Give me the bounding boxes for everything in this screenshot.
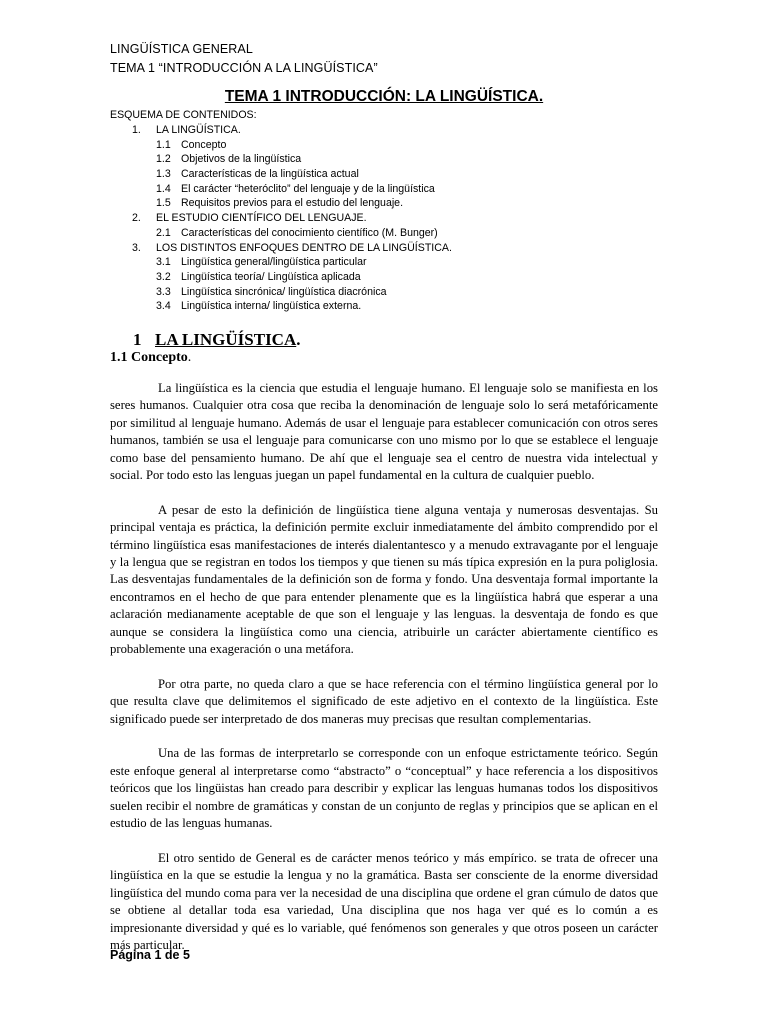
toc-item-text: Requisitos previos para el estudio del lenguaje. <box>181 197 404 210</box>
toc-item-text: LOS DISTINTOS ENFOQUES DENTRO DE LA LINGÜÍSTICA. <box>156 241 452 254</box>
toc-item-text: El carácter “heteróclito” del lenguaje y de la lingüística <box>181 182 435 195</box>
toc-item <box>110 299 670 314</box>
toc-item-number: 2. <box>132 212 141 225</box>
document-title: TEMA 1 INTRODUCCIÓN: LA LINGÜÍSTICA. <box>224 88 544 105</box>
toc-heading: ESQUEMA DE CONTENIDOS: <box>110 109 257 121</box>
toc-item-number: 3.1 <box>156 256 171 269</box>
subsection-title-period: . <box>187 350 192 365</box>
toc-item-number: 3.2 <box>156 270 171 283</box>
toc-item <box>110 167 670 182</box>
toc-item-text: Lingüística interna/ lingüística externa. <box>181 300 362 313</box>
toc-item-text: LA LINGÜÍSTICA. <box>156 124 241 136</box>
toc-item <box>110 182 670 197</box>
toc-item-number: 3.3 <box>156 285 171 298</box>
toc-item-number: 1.1 <box>156 138 171 151</box>
toc-item-number: 1.4 <box>156 182 171 195</box>
toc-item-text: Concepto <box>181 138 227 151</box>
toc-item <box>110 285 670 300</box>
toc-item-text: Características de la lingüística actual <box>181 168 359 181</box>
toc-item-number: 1. <box>132 124 141 136</box>
section-title: LA LINGÜÍSTICA <box>155 330 297 349</box>
toc-item-number: 2.1 <box>156 226 171 239</box>
toc-item <box>110 152 670 167</box>
running-header-course: LINGÜÍSTICA GENERAL <box>110 42 253 56</box>
section-heading-1 <box>133 330 301 350</box>
toc-item-text: EL ESTUDIO CIENTÍFICO DEL LENGUAJE. <box>156 212 367 225</box>
toc-item <box>110 241 670 256</box>
section-title-period: . <box>296 330 301 349</box>
toc-item <box>110 123 670 138</box>
table-of-contents <box>110 108 670 314</box>
toc-item-text: Lingüística sincrónica/ lingüística diacrónica <box>181 285 387 298</box>
subsection-title: 1.1 Concepto <box>110 350 188 365</box>
toc-list <box>110 123 670 314</box>
toc-item-text: Características del conocimiento científico (M. Bunger) <box>181 226 438 239</box>
subsection-heading-1-1 <box>110 350 191 366</box>
toc-item-number: 1.5 <box>156 197 171 210</box>
paragraph: A pesar de esto la definición de lingüística tiene alguna ventaja y numerosas desventajas. Su principal ventaja es práctica, la definición permite excluir inmediatamente del ámbito comprendido por el término lingüística esas manifestaciones de interés dialentantesco y a menudo extravagante por el lenguaje y la lengua que se registran en todos los tiempos y que tienen su más típica expresión en la pura poliglosia. Las desventajas fundamentales de la definición son de forma y fondo. Una desventaja formal importante la encontramos en el hecho de que para entender plenamente que es la lingüística habrá que esperar a una aclaración medianamente aceptable de que son el lenguaje y las lenguas. la desventaja de fondo es que aunque se considera la lingüística como una ciencia, atribuirle un carácter abiertamente científico es probablemente una exageración o una metáfora. <box>110 502 658 657</box>
toc-item <box>110 196 670 211</box>
toc-item <box>110 255 670 270</box>
toc-item-text: Lingüística teoría/ Lingüística aplicada <box>181 270 361 283</box>
paragraph: Una de las formas de interpretarlo se corresponde con un enfoque estrictamente teórico. Según este enfoque general al interpretarse como “abstracto” o “conceptual” y hace referencia a los dispositivos teóricos que los lingüistas han creado para describir y explicar las lenguas humanas todos los dispositivos suelen recibir el nombre de gramáticas y constan de un conjunto de reglas y principios que se aplican en el estudio de las lenguas humanas. <box>110 746 658 831</box>
toc-item-number: 1.3 <box>156 168 171 181</box>
paragraph: Por otra parte, no queda claro a que se hace referencia con el término lingüística general por lo que resulta clave que delimitemos el significado de este adjetivo en el contexto de la lingüística. Este significado puede ser interpretado de dos maneras muy precisas que resultan complementarias. <box>110 676 658 726</box>
toc-item-number: 3.4 <box>156 300 171 313</box>
paragraph: El otro sentido de General es de carácter menos teórico y más empírico. se trata de ofrecer una lingüística en la que se estudie la lengua y no la gramática. Basta ser consciente de la enorme diversidad lingüística del mundo coma para ver la necesidad de una disciplina que ordene el gran cúmulo de datos que se obtiene al detallar toda esa variedad, Una disciplina que nos haga ver qué es lo común a es impresionante diversidad y qué es lo variable, qué fenómenos son generales y que otros poseen un carácter más particular. <box>110 850 658 952</box>
toc-item <box>110 270 670 285</box>
toc-item-text: Objetivos de la lingüística <box>181 153 302 166</box>
toc-item-number: 3. <box>132 241 141 254</box>
toc-item <box>110 211 670 226</box>
body-text <box>110 380 658 972</box>
paragraph: La lingüística es la ciencia que estudia el lenguaje humano. El lenguaje solo se manifiesta en los seres humanos. Cualquier otra cosa que reciba la denominación de lenguaje solo lo será metafóricamente por similitud al lenguaje humano. Además de usar el lenguaje para establecer comunicación con otros seres humanos, también se usa el lenguaje para comunicarse con uno mismo por lo que se establece el lenguaje como base del pensamiento humano. De ahí que el lenguaje sea el centro de nuestra vida intelectual y social. Por todo esto las lenguas juegan un papel fundamental en la cultura de cualquier pueblo. <box>110 381 658 483</box>
toc-item-text: Lingüística general/lingüística particular <box>181 256 367 269</box>
running-header-topic: TEMA 1 “INTRODUCCIÓN A LA LINGÜÍSTICA” <box>110 61 378 75</box>
toc-item <box>110 226 670 241</box>
section-number: 1 <box>133 330 142 349</box>
toc-item-number: 1.2 <box>156 153 171 166</box>
page-footer: Página 1 de 5 <box>110 948 190 962</box>
toc-item <box>110 138 670 153</box>
